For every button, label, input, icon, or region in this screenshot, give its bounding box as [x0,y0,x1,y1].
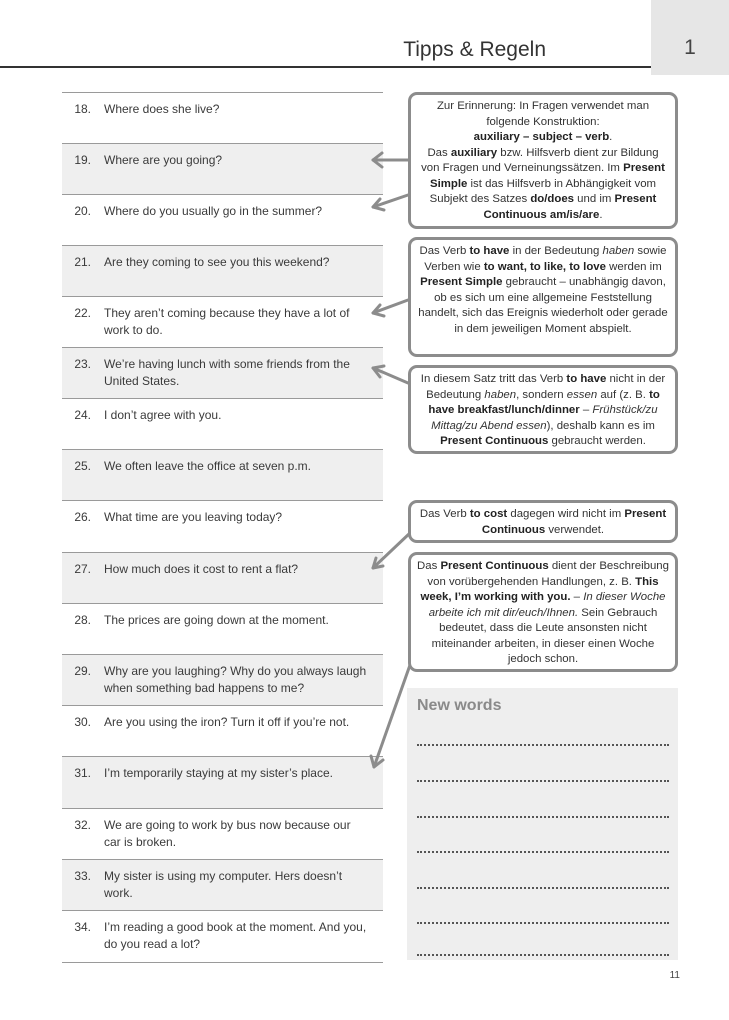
note-text: ), deshalb kann es im [546,419,655,432]
list-item [62,705,383,757]
item-text: Why are you laughing? Why do you always laugh when something bad happens to me? [104,664,367,695]
item-text: I’m temporarily staying at my sister’s place. [104,766,333,780]
note-text: bzw. Hilfsverb dient zur Bildung von Fragen und Verneinungssätzen. Im [421,146,659,174]
list-item [62,245,383,297]
note-text: gebraucht werden. [548,435,646,447]
item-number: 24. [74,408,91,422]
item-number: 21. [74,255,91,269]
writing-line[interactable] [417,851,669,853]
note-emphasis: This week, I’m working with you. [420,575,659,603]
note-emphasis: auxiliary [450,146,498,159]
note-text: nicht in der Bedeutung [426,373,666,401]
page-title: Tipps & Regeln [403,38,546,61]
note-text: ist das Hilfsverb in Abhängigkeit vom Subjekt des Satzes [429,177,657,205]
grammar-note [408,552,678,672]
item-text: Where are you going? [104,153,223,167]
list-item [62,910,383,962]
list-item [62,552,383,604]
note-emphasis: Present Simple [429,162,665,190]
list-item [62,500,383,552]
item-number: 31. [74,766,91,780]
note-emphasis: Present Continuous [440,435,549,447]
note-emphasis: to cost [469,508,508,520]
note-italic: haben [484,388,517,401]
note-emphasis: to want, to like, to love [483,260,606,273]
writing-line[interactable] [417,954,669,956]
note-italic: haben [602,245,635,257]
note-emphasis: Present Continuous am/is/are [483,193,657,221]
item-number: 29. [74,664,91,678]
list-item [62,398,383,450]
note-emphasis: Present Simple [420,276,503,288]
item-number: 33. [74,869,91,883]
page-number: 11 [669,970,680,981]
item-text: Where does she live? [104,102,220,116]
item-number: 30. [74,715,91,729]
list-item [62,756,383,808]
chapter-number: 1 [684,36,696,59]
note-emphasis: auxiliary – subject – verb [473,131,610,143]
note-text: . [609,131,613,143]
item-text: I’m reading a good book at the moment. And you, do you read a lot? [104,920,367,951]
item-number: 32. [74,818,91,832]
item-number: 22. [74,306,91,320]
item-number: 19. [74,153,91,167]
list-divider [62,962,383,963]
item-number: 27. [74,562,91,576]
note-text: werden im [605,260,662,273]
list-item [62,449,383,501]
writing-line[interactable] [417,922,669,924]
note-text: Sein Gebrauch bedeutet, dass die Leute ansonsten nicht miteinander arbeiten, in dieser einen Woche jedoch schon. [431,606,658,665]
note-italic: essen [566,388,598,401]
list-item [62,603,383,655]
note-emphasis: Present Continuous [440,560,549,572]
note-text: verwendet. [545,523,605,536]
note-text: dagegen wird nicht im [507,508,625,520]
item-number: 18. [74,102,91,116]
item-text: They aren’t coming because they have a lot of work to do. [104,306,350,337]
writing-line[interactable] [417,887,669,889]
grammar-note [408,500,678,543]
item-number: 25. [74,459,91,473]
note-text: gebraucht – unabhängig davon, ob es sich um eine allgemeine Feststellung handelt, sich das Ereignis wiederholt oder gerade in dem jeweiligen Moment abspielt. [418,276,668,335]
item-text: How much does it cost to rent a flat? [104,562,299,576]
list-item [62,808,383,860]
note-text: auf (z. B. [597,388,650,401]
item-number: 20. [74,204,91,218]
list-item [62,859,383,911]
note-text: in der Bedeutung [509,245,603,257]
item-text: Are you using the iron? Turn it off if you’re not. [104,715,350,729]
item-text: We are going to work by bus now because our car is broken. [104,818,351,849]
item-text: My sister is using my computer. Hers doesn’t work. [104,869,343,900]
item-text: What time are you leaving today? [104,510,283,524]
note-text: Das Verb [419,508,470,520]
note-text: Das Verb [419,245,470,257]
note-italic: In dieser Woche arbeite ich mit dir/euch/Ihnen. [428,591,666,619]
note-emphasis: to have [469,245,510,257]
list-item [62,347,383,399]
item-text: Where do you usually go in the summer? [104,204,323,218]
note-text: – [579,404,593,416]
list-item [62,296,383,348]
note-emphasis: to have [566,373,607,385]
new-words-title: New words [417,697,502,714]
note-text: Das [417,560,441,572]
grammar-note [408,92,678,229]
note-text: In diesem Satz tritt das Verb [420,373,567,385]
writing-line[interactable] [417,780,669,782]
note-emphasis: do/does [530,193,575,205]
header-rule [0,66,651,68]
grammar-note [408,237,678,357]
list-item [62,194,383,246]
grammar-note [408,365,678,454]
note-text: und im [574,193,615,205]
list-item [62,92,383,144]
item-number: 34. [74,920,91,934]
note-text: . [599,208,603,221]
item-text: The prices are going down at the moment. [104,613,329,627]
item-text: Are they coming to see you this weekend? [104,255,330,269]
note-text: – [570,591,584,603]
item-number: 28. [74,613,91,627]
note-text: Zur Erinnerung: In Fragen verwendet man folgende Konstruktion: [436,100,650,128]
writing-line[interactable] [417,816,669,818]
writing-line[interactable] [417,744,669,746]
note-text: dient der Beschreibung von vorübergehenden Handlungen, z. B. [427,560,669,588]
item-text: I don’t agree with you. [104,408,222,422]
list-item [62,654,383,706]
note-emphasis: Present Continuous [481,508,667,536]
note-text: , sondern [516,388,567,401]
note-italic: Frühstück/zu Mittag/zu Abend essen [431,404,658,432]
list-item [62,143,383,195]
note-emphasis: to have breakfast/lunch/dinner [428,388,660,416]
item-number: 23. [74,357,91,371]
chapter-tab [651,0,729,75]
note-text: Das [427,146,451,159]
note-text: sowie Verben wie [424,245,667,273]
new-words-box [407,688,678,960]
item-text: We often leave the office at seven p.m. [104,459,312,473]
item-text: We’re having lunch with some friends from the United States. [104,357,350,388]
item-number: 26. [74,510,91,524]
